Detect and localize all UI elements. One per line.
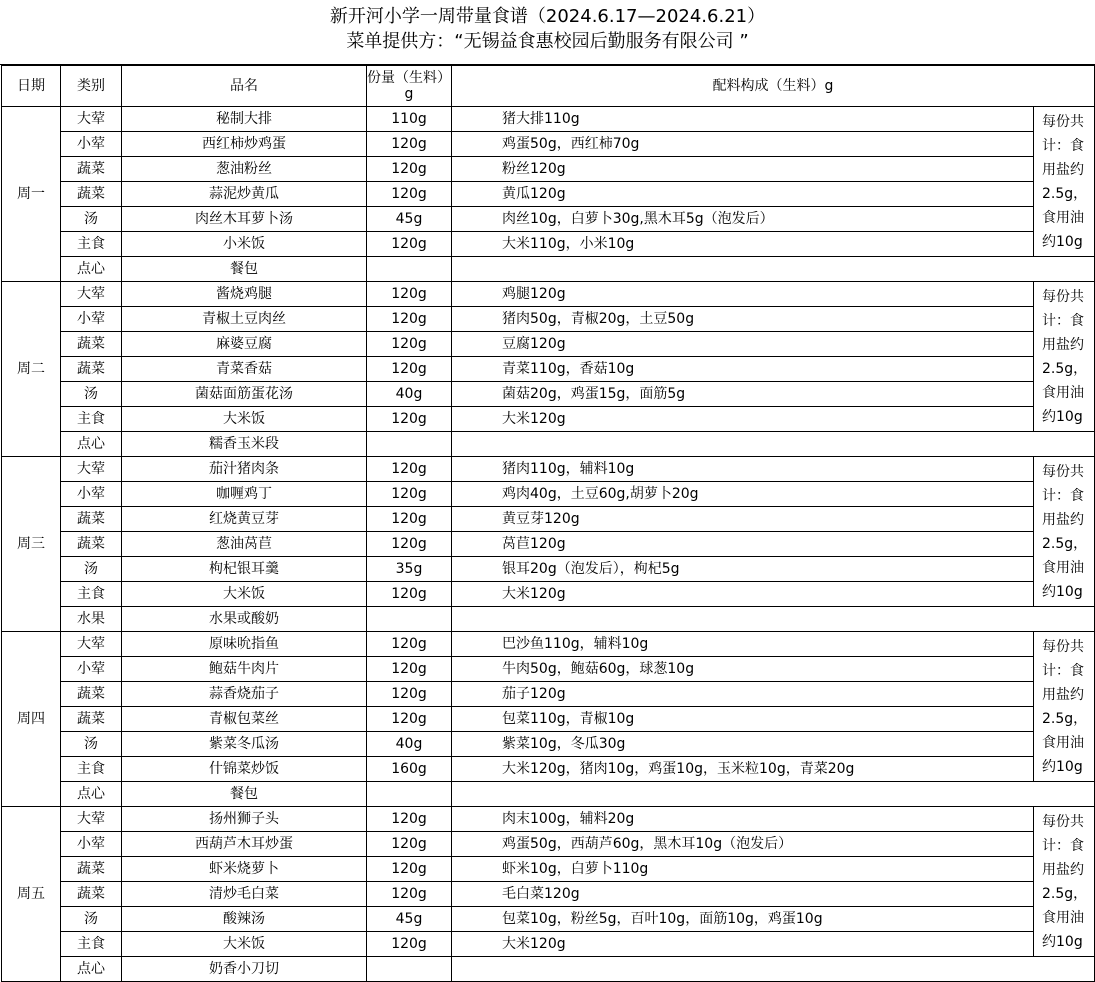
menu-row — [2, 232, 1095, 257]
dish-cell: 枸杞银耳羹 — [122, 557, 367, 582]
ingredients-cell: 猪肉50g，青椒20g，土豆50g — [452, 307, 1034, 332]
dish-cell: 酱烧鸡腿 — [122, 282, 367, 307]
day-label: 周四 — [2, 632, 61, 807]
quantity-cell: 110g — [367, 107, 452, 132]
category-cell: 蔬菜 — [61, 532, 122, 557]
menu-row — [2, 307, 1095, 332]
dish-cell: 葱油莴苣 — [122, 532, 367, 557]
ingredients-cell: 大米110g，小米10g — [452, 232, 1034, 257]
menu-row — [2, 532, 1095, 557]
header-quantity-line1: 份量（生料） — [367, 70, 451, 86]
ingredients-cell: 黄瓜120g — [452, 182, 1034, 207]
ingredients-cell: 豆腐120g — [452, 332, 1034, 357]
menu-row — [2, 482, 1095, 507]
nutrition-note: 每份共计：食用盐约2.5g，食用油约10g — [1034, 632, 1095, 782]
quantity-cell: 120g — [367, 807, 452, 832]
menu-row — [2, 332, 1095, 357]
menu-row — [2, 457, 1095, 482]
ingredients-cell: 菌菇20g，鸡蛋15g，面筋5g — [452, 382, 1034, 407]
dish-cell: 茄汁猪肉条 — [122, 457, 367, 482]
blank-note-cell — [1034, 257, 1095, 282]
category-cell: 蔬菜 — [61, 882, 122, 907]
dish-cell: 西红柿炒鸡蛋 — [122, 132, 367, 157]
category-cell: 水果 — [61, 607, 122, 632]
quantity-cell — [367, 957, 452, 982]
quantity-cell: 45g — [367, 207, 452, 232]
ingredients-cell: 大米120g — [452, 932, 1034, 957]
dish-cell: 什锦菜炒饭 — [122, 757, 367, 782]
ingredients-cell — [452, 957, 1034, 982]
category-cell: 主食 — [61, 232, 122, 257]
ingredients-cell — [452, 432, 1034, 457]
dish-cell: 鲍菇牛肉片 — [122, 657, 367, 682]
dish-cell: 小米饭 — [122, 232, 367, 257]
category-cell: 点心 — [61, 257, 122, 282]
category-cell: 点心 — [61, 957, 122, 982]
dish-cell: 大米饭 — [122, 932, 367, 957]
dish-cell: 清炒毛白菜 — [122, 882, 367, 907]
category-cell: 蔬菜 — [61, 857, 122, 882]
menu-row — [2, 832, 1095, 857]
day-label: 周三 — [2, 457, 61, 632]
quantity-cell: 120g — [367, 882, 452, 907]
dish-cell: 奶香小刀切 — [122, 957, 367, 982]
menu-row — [2, 957, 1095, 982]
ingredients-cell — [452, 782, 1034, 807]
dish-cell: 青椒包菜丝 — [122, 707, 367, 732]
dish-cell: 西葫芦木耳炒蛋 — [122, 832, 367, 857]
dish-cell: 咖喱鸡丁 — [122, 482, 367, 507]
ingredients-cell: 大米120g — [452, 582, 1034, 607]
quantity-cell: 120g — [367, 407, 452, 432]
quantity-cell: 40g — [367, 732, 452, 757]
category-cell: 蔬菜 — [61, 357, 122, 382]
ingredients-cell: 毛白菜120g — [452, 882, 1034, 907]
dish-cell: 青椒土豆肉丝 — [122, 307, 367, 332]
day-label: 周二 — [2, 282, 61, 457]
category-cell: 蔬菜 — [61, 332, 122, 357]
page-title: 新开河小学一周带量食谱（2024.6.17—2024.6.21） — [329, 6, 766, 27]
menu-row — [2, 182, 1095, 207]
menu-row — [2, 207, 1095, 232]
category-cell: 蔬菜 — [61, 182, 122, 207]
category-cell: 大荤 — [61, 632, 122, 657]
page-subtitle: 菜单提供方：“无锡益食惠校园后勤服务有限公司 ” — [346, 31, 749, 52]
menu-table — [1, 65, 1095, 982]
menu-row — [2, 807, 1095, 832]
menu-row — [2, 357, 1095, 382]
menu-row — [2, 432, 1095, 457]
ingredients-cell: 猪大排110g — [452, 107, 1034, 132]
ingredients-cell: 鸡腿120g — [452, 282, 1034, 307]
menu-row — [2, 882, 1095, 907]
category-cell: 主食 — [61, 407, 122, 432]
category-cell: 主食 — [61, 932, 122, 957]
category-cell: 小荤 — [61, 482, 122, 507]
quantity-cell: 120g — [367, 932, 452, 957]
category-cell: 汤 — [61, 732, 122, 757]
day-label: 周一 — [2, 107, 61, 282]
menu-row — [2, 632, 1095, 657]
menu-row — [2, 257, 1095, 282]
ingredients-cell: 鸡蛋50g，西葫芦60g，黑木耳10g（泡发后） — [452, 832, 1034, 857]
nutrition-note: 每份共计：食用盐约2.5g，食用油约10g — [1034, 807, 1095, 957]
category-cell: 大荤 — [61, 107, 122, 132]
menu-row — [2, 682, 1095, 707]
dish-cell: 餐包 — [122, 257, 367, 282]
header-quantity — [367, 66, 452, 107]
dish-cell: 蒜泥炒黄瓜 — [122, 182, 367, 207]
category-cell: 汤 — [61, 207, 122, 232]
menu-table-body — [2, 66, 1095, 982]
header-ingredients: 配料构成（生料）g — [452, 66, 1095, 107]
quantity-cell: 120g — [367, 507, 452, 532]
menu-row — [2, 382, 1095, 407]
menu-row — [2, 582, 1095, 607]
dish-cell: 红烧黄豆芽 — [122, 507, 367, 532]
nutrition-note: 每份共计：食用盐约2.5g，食用油约10g — [1034, 107, 1095, 257]
category-cell: 蔬菜 — [61, 682, 122, 707]
dish-cell: 酸辣汤 — [122, 907, 367, 932]
dish-cell: 大米饭 — [122, 582, 367, 607]
menu-row — [2, 757, 1095, 782]
quantity-cell: 120g — [367, 857, 452, 882]
header-date: 日期 — [2, 66, 61, 107]
ingredients-cell: 虾米10g，白萝卜110g — [452, 857, 1034, 882]
menu-row — [2, 782, 1095, 807]
ingredients-cell: 茄子120g — [452, 682, 1034, 707]
blank-note-cell — [1034, 957, 1095, 982]
nutrition-note: 每份共计：食用盐约2.5g，食用油约10g — [1034, 457, 1095, 607]
category-cell: 主食 — [61, 757, 122, 782]
category-cell: 汤 — [61, 907, 122, 932]
ingredients-cell: 黄豆芽120g — [452, 507, 1034, 532]
quantity-cell: 45g — [367, 907, 452, 932]
category-cell: 小荤 — [61, 832, 122, 857]
category-cell: 大荤 — [61, 282, 122, 307]
quantity-cell: 120g — [367, 332, 452, 357]
dish-cell: 麻婆豆腐 — [122, 332, 367, 357]
quantity-cell: 35g — [367, 557, 452, 582]
category-cell: 蔬菜 — [61, 157, 122, 182]
header-row — [2, 66, 1095, 107]
ingredients-cell: 粉丝120g — [452, 157, 1034, 182]
category-cell: 蔬菜 — [61, 507, 122, 532]
category-cell: 点心 — [61, 782, 122, 807]
quantity-cell — [367, 607, 452, 632]
category-cell: 小荤 — [61, 132, 122, 157]
menu-row — [2, 732, 1095, 757]
ingredients-cell: 肉丝10g，白萝卜30g,黑木耳5g（泡发后） — [452, 207, 1034, 232]
menu-row — [2, 907, 1095, 932]
quantity-cell: 120g — [367, 832, 452, 857]
dish-cell: 菌菇面筋蛋花汤 — [122, 382, 367, 407]
category-cell: 小荤 — [61, 657, 122, 682]
menu-row — [2, 607, 1095, 632]
menu-row — [2, 507, 1095, 532]
dish-cell: 扬州狮子头 — [122, 807, 367, 832]
header-dish: 品名 — [122, 66, 367, 107]
quantity-cell: 120g — [367, 182, 452, 207]
dish-cell: 虾米烧萝卜 — [122, 857, 367, 882]
dish-cell: 糯香玉米段 — [122, 432, 367, 457]
menu-row — [2, 282, 1095, 307]
menu-row — [2, 132, 1095, 157]
ingredients-cell: 包菜10g，粉丝5g，百叶10g，面筋10g，鸡蛋10g — [452, 907, 1034, 932]
quantity-cell: 120g — [367, 132, 452, 157]
ingredients-cell: 银耳20g（泡发后），枸杞5g — [452, 557, 1034, 582]
ingredients-cell: 鸡肉40g，土豆60g,胡萝卜20g — [452, 482, 1034, 507]
quantity-cell: 120g — [367, 307, 452, 332]
quantity-cell: 120g — [367, 457, 452, 482]
ingredients-cell: 巴沙鱼110g，辅料10g — [452, 632, 1034, 657]
category-cell: 大荤 — [61, 457, 122, 482]
dish-cell: 水果或酸奶 — [122, 607, 367, 632]
blank-note-cell — [1034, 607, 1095, 632]
dish-cell: 秘制大排 — [122, 107, 367, 132]
menu-row — [2, 407, 1095, 432]
dish-cell: 大米饭 — [122, 407, 367, 432]
quantity-cell: 120g — [367, 707, 452, 732]
menu-row — [2, 932, 1095, 957]
quantity-cell: 120g — [367, 232, 452, 257]
quantity-cell: 120g — [367, 632, 452, 657]
dish-cell: 蒜香烧茄子 — [122, 682, 367, 707]
quantity-cell: 120g — [367, 532, 452, 557]
ingredients-cell: 包菜110g，青椒10g — [452, 707, 1034, 732]
ingredients-cell: 莴苣120g — [452, 532, 1034, 557]
quantity-cell — [367, 432, 452, 457]
menu-row — [2, 557, 1095, 582]
menu-row — [2, 157, 1095, 182]
header-quantity-line2: g — [404, 86, 414, 102]
quantity-cell — [367, 257, 452, 282]
quantity-cell: 120g — [367, 157, 452, 182]
category-cell: 小荤 — [61, 307, 122, 332]
ingredients-cell — [452, 257, 1034, 282]
quantity-cell: 160g — [367, 757, 452, 782]
dish-cell: 紫菜冬瓜汤 — [122, 732, 367, 757]
ingredients-cell: 紫菜10g，冬瓜30g — [452, 732, 1034, 757]
header-category: 类别 — [61, 66, 122, 107]
dish-cell: 肉丝木耳萝卜汤 — [122, 207, 367, 232]
category-cell: 蔬菜 — [61, 707, 122, 732]
category-cell: 汤 — [61, 382, 122, 407]
dish-cell: 餐包 — [122, 782, 367, 807]
nutrition-note: 每份共计：食用盐约2.5g，食用油约10g — [1034, 282, 1095, 432]
menu-row — [2, 107, 1095, 132]
dish-cell: 葱油粉丝 — [122, 157, 367, 182]
quantity-cell: 120g — [367, 357, 452, 382]
blank-note-cell — [1034, 432, 1095, 457]
day-label: 周五 — [2, 807, 61, 982]
menu-row — [2, 657, 1095, 682]
title-area — [0, 0, 1095, 65]
quantity-cell: 120g — [367, 657, 452, 682]
ingredients-cell: 肉末100g，辅料20g — [452, 807, 1034, 832]
quantity-cell: 120g — [367, 282, 452, 307]
ingredients-cell: 牛肉50g，鲍菇60g，球葱10g — [452, 657, 1034, 682]
ingredients-cell: 大米120g — [452, 407, 1034, 432]
dish-cell: 青菜香菇 — [122, 357, 367, 382]
dish-cell: 原味吮指鱼 — [122, 632, 367, 657]
ingredients-cell — [452, 607, 1034, 632]
quantity-cell: 40g — [367, 382, 452, 407]
quantity-cell: 120g — [367, 682, 452, 707]
quantity-cell: 120g — [367, 482, 452, 507]
category-cell: 点心 — [61, 432, 122, 457]
category-cell: 大荤 — [61, 807, 122, 832]
ingredients-cell: 大米120g，猪肉10g，鸡蛋10g，玉米粒10g，青菜20g — [452, 757, 1034, 782]
ingredients-cell: 鸡蛋50g，西红柿70g — [452, 132, 1034, 157]
quantity-cell — [367, 782, 452, 807]
menu-row — [2, 707, 1095, 732]
menu-row — [2, 857, 1095, 882]
ingredients-cell: 青菜110g，香菇10g — [452, 357, 1034, 382]
ingredients-cell: 猪肉110g，辅料10g — [452, 457, 1034, 482]
quantity-cell: 120g — [367, 582, 452, 607]
category-cell: 主食 — [61, 582, 122, 607]
category-cell: 汤 — [61, 557, 122, 582]
blank-note-cell — [1034, 782, 1095, 807]
